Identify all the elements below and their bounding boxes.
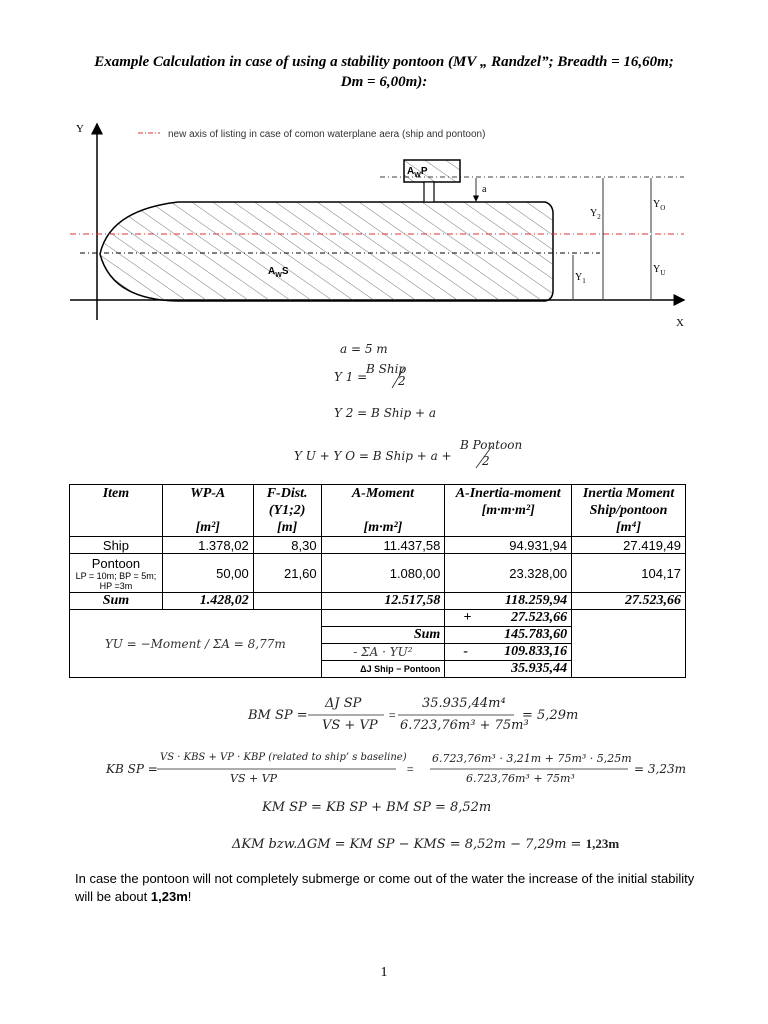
row-ship-amoment: 11.437,58 [321, 537, 445, 554]
row-ship-wpa: 1.378,02 [162, 537, 253, 554]
table-header-row [70, 485, 686, 537]
row-ship-item: Ship [70, 537, 163, 554]
yu-formula: YU = −Moment / ΣA = 8,77m [70, 610, 322, 678]
formula-fraction-bars [0, 338, 768, 478]
formula-y1-den: 2 [398, 374, 406, 388]
row-pontoon-fdist: 21,60 [253, 554, 321, 593]
delta-km-result: 1,23m [585, 836, 620, 851]
calculation-table [69, 484, 686, 678]
header-item: Item [70, 485, 163, 537]
bm-equals: = [388, 708, 397, 722]
kb-den: VS + VP [230, 772, 278, 785]
legend-text: new axis of listing in case of comon waterplane aera (ship and pontoon) [168, 129, 486, 140]
conclusion-text: In case the pontoon will not completely submerge or come out of the water the increase of the initial stability will be about 1,23m! [75, 871, 695, 904]
fraction-bars [0, 690, 768, 810]
sum-item: Sum [70, 593, 163, 610]
conclusion-value: 1,23m [150, 889, 188, 904]
dim-y2-label: $Y_2$ [590, 208, 601, 221]
extra-empty-1 [321, 610, 445, 627]
yu-fraction-slash [476, 446, 492, 468]
kb-result: = 3,23m [634, 762, 686, 776]
title-line-1: Example Calculation in case of using a stability pontoon (MV „ Randzel”; Breadth = 16,60m; [94, 54, 674, 70]
y1-fraction-slash [392, 368, 404, 388]
kb-den2: 6.723,76m³ + 75m³ [466, 772, 575, 785]
formula-y2: Y 2 = B Ship + a [334, 406, 436, 420]
extra-delta-value: 35.935,44 [445, 661, 572, 678]
table-row [70, 554, 686, 593]
kb-num2: 6.723,76m³ · 3,21m + 75m³ · 5,25m [432, 752, 632, 765]
formula-y1-lhs: Y 1 = [334, 370, 368, 384]
bm-lhs: BM SP = [248, 708, 308, 723]
dim-y1-label: $Y_1$ [575, 272, 586, 285]
header-wpa: WP-A [m²] [162, 485, 253, 537]
header-amoment: A-Moment [m·m²] [321, 485, 445, 537]
extra-empty-col [572, 610, 686, 678]
sum-inertia: 27.523,66 [572, 593, 686, 610]
kb-num: VS · KBS + VP · KBP (related to ship’ s baseline) [160, 752, 407, 763]
ship-pontoon-diagram [0, 112, 768, 337]
formula-yu-num: B Pontoon [460, 438, 523, 452]
dim-a-label: a [482, 184, 487, 195]
extra-sum-label: Sum [321, 627, 445, 644]
row-pontoon-amoment: 1.080,00 [321, 554, 445, 593]
row-ship-fdist: 8,30 [253, 537, 321, 554]
formula-a: a = 5 m [340, 342, 388, 356]
row-pontoon-item: Pontoon LP = 10m; BP = 5m; HP =3m [70, 554, 163, 593]
dim-yu-label: $Y_U$ [653, 264, 666, 277]
header-ainertia: A-Inertia-moment [m·m·m²] [445, 485, 572, 537]
extra-sigma-label: - ΣA · YU² [321, 644, 445, 661]
bm-num2: 35.935,44m⁴ [422, 696, 506, 711]
x-axis-label: X [676, 317, 684, 329]
bm-num: ΔJ SP [325, 696, 362, 711]
sum-wpa: 1.428,02 [162, 593, 253, 610]
row-ship-ainertia: 94.931,94 [445, 537, 572, 554]
pontoon-dimensions-note: LP = 10m; BP = 5m; HP =3m [75, 570, 157, 591]
document-title [0, 52, 768, 92]
delta-km-formula: ΔKM bzw.ΔGM = KM SP − KMS = 8,52m − 7,29m = 1,23m [232, 836, 620, 852]
formula-yu-lhs: Y U + Y O = B Ship + a + [294, 449, 452, 463]
row-pontoon-wpa: 50,00 [162, 554, 253, 593]
table-row [70, 537, 686, 554]
kb-equals: = [406, 762, 415, 776]
header-fdist: F-Dist. (Y1;2) [m] [253, 485, 321, 537]
ship-hull [100, 202, 553, 301]
km-formula: KM SP = KB SP + BM SP = 8,52m [262, 800, 492, 815]
extra-row-1 [70, 610, 686, 627]
extra-sum-value: 145.783,60 [445, 627, 572, 644]
y-axis-label: Y [76, 123, 84, 135]
header-inertia: Inertia Moment Ship/pontoon [m⁴] [572, 485, 686, 537]
row-pontoon-ainertia: 23.328,00 [445, 554, 572, 593]
pontoon-strut [424, 182, 434, 202]
kb-lhs: KB SP = [106, 762, 158, 776]
page-number: 1 [380, 965, 388, 980]
bm-result: = 5,29m [522, 708, 579, 723]
bm-den2: 6.723,76m³ + 75m³ [400, 718, 529, 733]
formula-yu-den: 2 [482, 454, 490, 468]
pontoon-wp-label: $A_WP$ [407, 166, 428, 179]
bm-den: VS + VP [322, 718, 378, 733]
sum-fdist [253, 593, 321, 610]
formula-y1-num: B Ship [366, 362, 407, 376]
extra-minus-value: - 109.833,16 [445, 644, 572, 661]
sum-amoment: 12.517,58 [321, 593, 445, 610]
table-sum-row [70, 593, 686, 610]
sum-ainertia: 118.259,94 [445, 593, 572, 610]
extra-delta-label: ΔJ Ship − Pontoon [321, 661, 445, 678]
title-line-2: Dm = 6,00m): [340, 74, 428, 90]
extra-plus-value: + 27.523,66 [445, 610, 572, 627]
ship-wp-label: $A_WS$ [268, 266, 289, 279]
row-pontoon-inertia: 104,17 [572, 554, 686, 593]
dim-yo-label: $Y_O$ [653, 199, 666, 212]
row-ship-inertia: 27.419,49 [572, 537, 686, 554]
